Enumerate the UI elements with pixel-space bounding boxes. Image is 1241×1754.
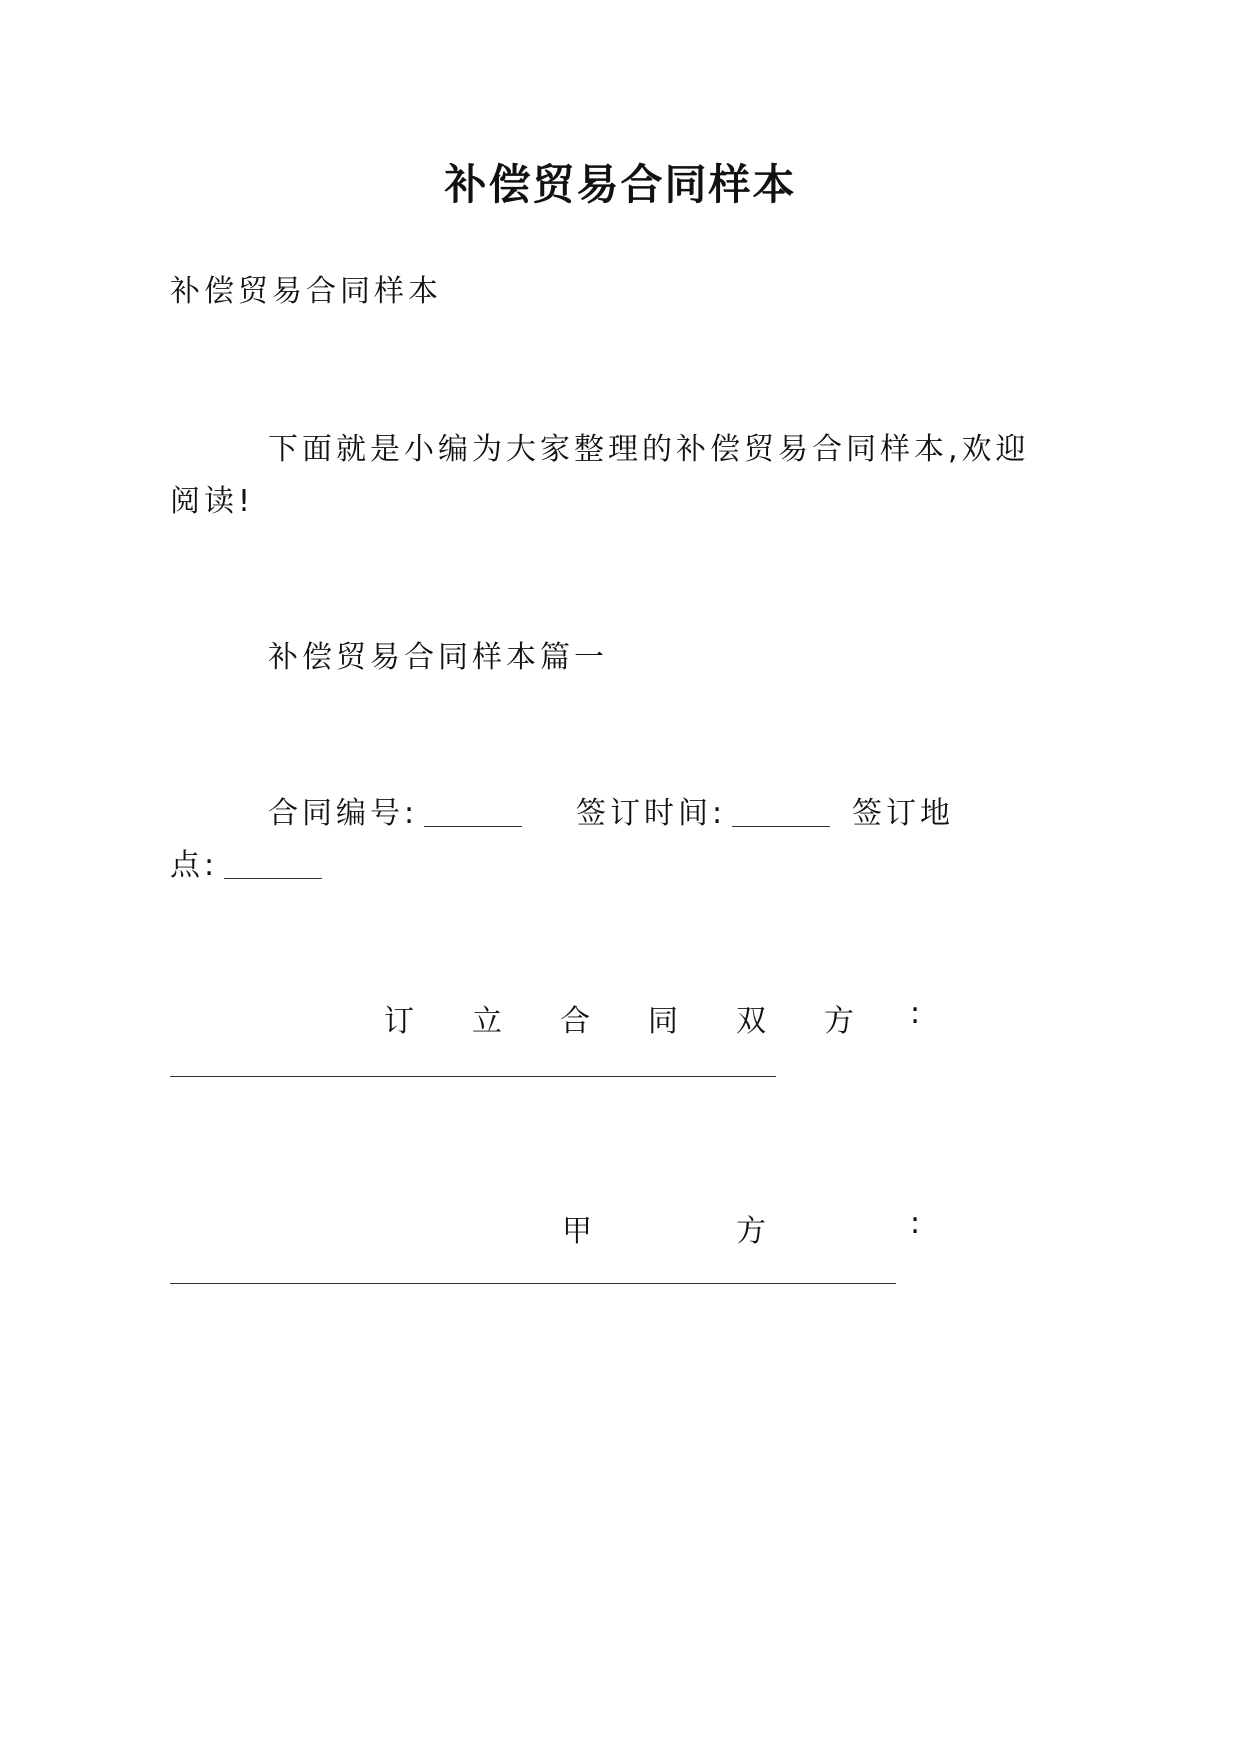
section-heading: 补偿贸易合同样本篇一 bbox=[268, 640, 608, 675]
sign-time-field bbox=[576, 788, 836, 832]
parties-char: 订 bbox=[384, 1004, 414, 1039]
document-title: 补偿贸易合同样本 bbox=[444, 160, 797, 209]
contract-parties-blank bbox=[170, 1076, 776, 1077]
parties-char: 同 bbox=[648, 1004, 678, 1039]
sign-place-label-part2: 点: bbox=[170, 848, 219, 883]
party-a-char: 方 bbox=[736, 1214, 766, 1249]
parties-char: : bbox=[910, 996, 921, 1031]
parties-char: 合 bbox=[560, 1004, 590, 1039]
sign-time-blank bbox=[732, 826, 830, 827]
party-a-char: : bbox=[910, 1206, 921, 1241]
contract-parties-label bbox=[0, 996, 1241, 1039]
intro-text-line-1: 下面就是小编为大家整理的补偿贸易合同样本,欢迎 bbox=[268, 432, 1030, 467]
parties-char: 立 bbox=[472, 1004, 502, 1039]
sign-place-field bbox=[170, 840, 328, 884]
contract-number-label: 合同编号: bbox=[268, 796, 419, 831]
contract-number-field bbox=[268, 788, 528, 832]
party-a-label bbox=[0, 1206, 1241, 1249]
contract-number-blank bbox=[424, 826, 522, 827]
parties-char: 方 bbox=[824, 1004, 854, 1039]
document-subtitle: 补偿贸易合同样本 bbox=[170, 274, 442, 309]
sign-place-label-part1: 签订地 bbox=[852, 796, 954, 831]
sign-place-blank bbox=[224, 878, 322, 879]
party-a-blank bbox=[170, 1283, 896, 1284]
intro-text-line-2: 阅读! bbox=[170, 484, 255, 519]
sign-time-label: 签订时间: bbox=[576, 796, 727, 831]
parties-char: 双 bbox=[736, 1004, 766, 1039]
party-a-char: 甲 bbox=[562, 1214, 592, 1249]
